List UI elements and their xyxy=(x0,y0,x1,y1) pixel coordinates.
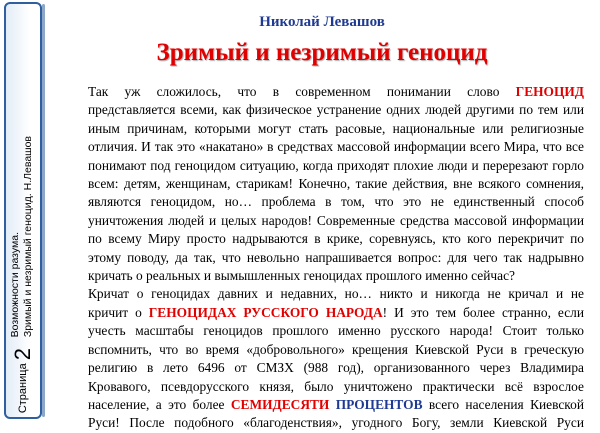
text-span: ! И это тем более странно, если xyxy=(382,304,584,320)
text-span: население, а это более xyxy=(88,396,231,412)
highlight-genocide: ГЕНОЦИД xyxy=(515,84,584,99)
book-title-line-1: Возможности разума. xyxy=(9,231,21,337)
text-line: иным причинам, которыми могут стать расовые, национальные или религиозные xyxy=(88,120,584,136)
book-title-line-2: Зримый и незримый геноцид. Н.Левашов xyxy=(22,135,34,337)
highlight-percent: ПРОЦЕНТОВ xyxy=(335,396,423,412)
paragraph-2 xyxy=(60,285,584,432)
text-line xyxy=(60,396,584,414)
text-line: представляется всеми, как физическое устранение одних людей другими по тем или xyxy=(88,102,584,118)
page-word: Страница xyxy=(17,363,29,413)
text-span: Так уж сложилось, что в современном понимании слово xyxy=(88,84,516,99)
text-line: уничтожения людей и целых народов! Современные средства массовой информации xyxy=(88,212,584,228)
document-content xyxy=(60,0,584,433)
paragraph-1 xyxy=(60,83,584,285)
text-line xyxy=(60,83,584,101)
text-line: отличия. И так это «накатано» в средствах массовой информации всего Мира, что все xyxy=(88,139,584,155)
text-line: понимают под геноцидом ситуацию, когда приходят плохие люди и перерезают горло xyxy=(88,157,584,173)
book-title-vertical xyxy=(9,92,35,337)
page-number: 2 xyxy=(10,347,35,361)
text-line: религию в лето 6496 от СМЗХ (988 год), организованного через Владимира xyxy=(88,360,584,376)
text-line: этому поводу, да так, что невольно напрашивается вопрос: для чего так надрывно xyxy=(88,249,584,265)
text-line: вспомнить, что во время «добровольного» крещения Киевской Руси в греческую xyxy=(88,341,584,357)
text-span: всего населения Киевской xyxy=(422,396,584,412)
text-line: учесть масштабы геноцидов прошлого именно русского народа! Стоит только xyxy=(88,323,584,339)
text-span: кричит о xyxy=(88,304,149,320)
page-label-wrap xyxy=(6,348,40,413)
text-line: кричать о реальных и вымышленных геноцидах прошлого именно сейчас? xyxy=(88,268,515,284)
text-line: всем: детям, женщинам, старикам! Конечно, такие действия, вне всякого сомнения, xyxy=(88,176,584,192)
text-line: Кровавого, псевдорусского князя, было уничтожено практически всё взрослое xyxy=(88,378,584,394)
page-side-frame xyxy=(4,2,42,419)
text-line xyxy=(60,304,584,322)
document-body xyxy=(60,83,584,433)
text-line: по всему Миру просто надрываются в крике, соревнуясь, кто кого перекричит по xyxy=(88,231,584,247)
highlight-russian-genocides: ГЕНОЦИДАХ РУССКОГО НАРОДА xyxy=(148,304,383,320)
text-line: Кричат о геноцидах давних и недавних, но… никто и никогда не кричал и не xyxy=(88,286,584,302)
highlight-seventy: СЕМИДЕСЯТИ xyxy=(230,396,330,412)
document-title: Зримый и незримый геноцид xyxy=(156,39,488,66)
text-line: Руси! После подобного «благоденствия», угодного Богу, земли Киевской Руси xyxy=(88,415,584,431)
page-label xyxy=(10,348,36,413)
text-line: являются геноцидом, но… проблема в том, что это не единственный способ xyxy=(88,194,584,210)
author-name: Николай Левашов xyxy=(259,14,385,30)
